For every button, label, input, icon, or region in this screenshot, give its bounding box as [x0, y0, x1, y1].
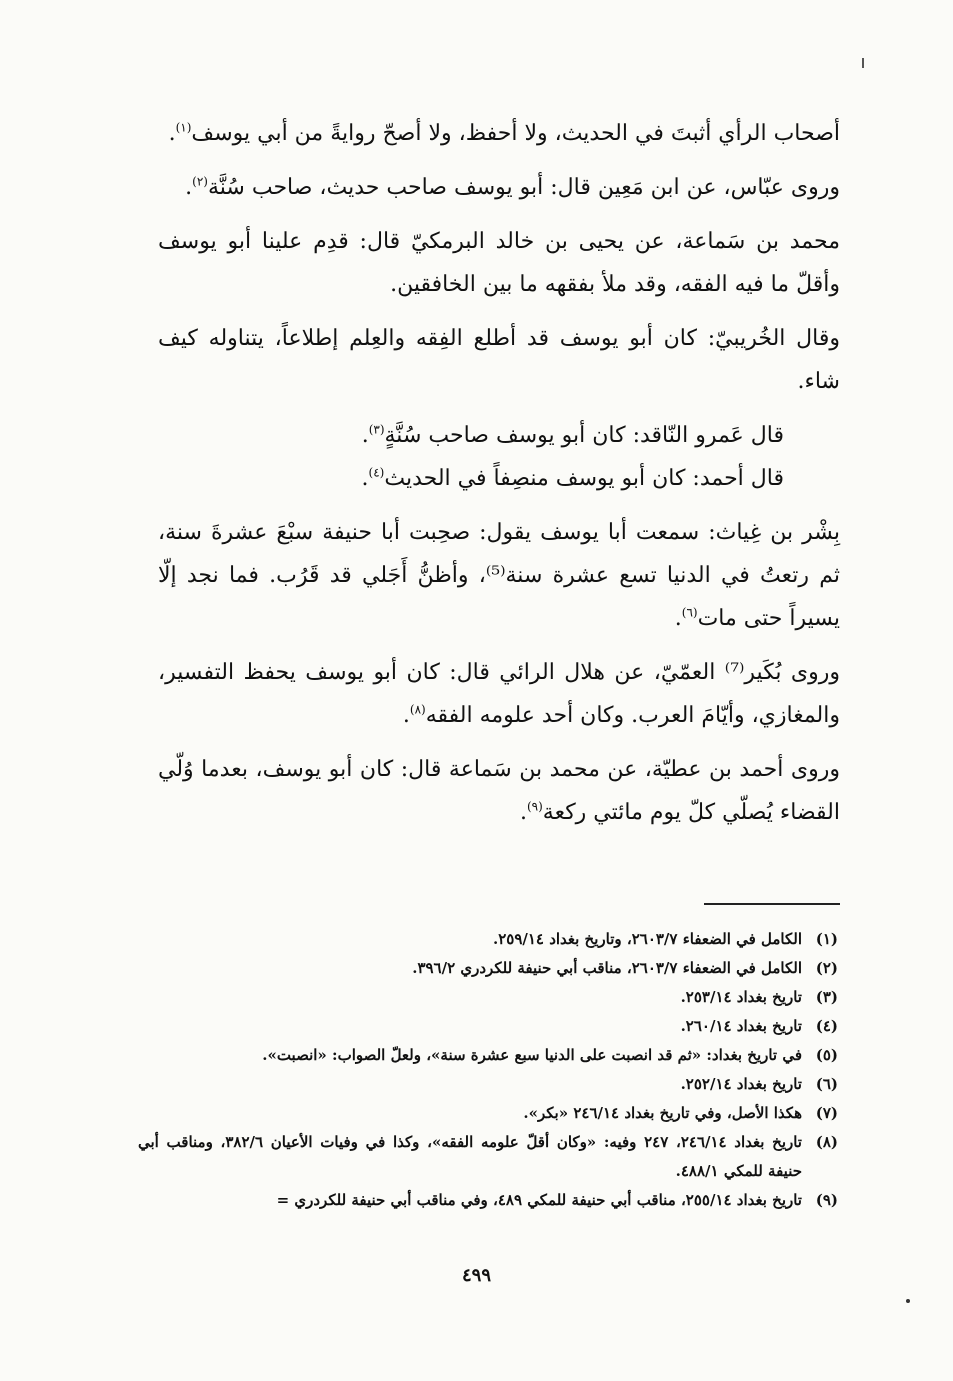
paragraph: قال عَمرو النّاقد: كان أبو يوسف صاحب سُنَّةٍ$^{(٣)}$. — [361, 422, 784, 448]
footnote-number: (٦) — [815, 1075, 838, 1093]
paragraph: وقال الخُريبيّ: كان أبو يوسف قد أطلع الفِقه والعِلم إطلاعاً، يتناوله كيف شاء. — [158, 326, 840, 394]
footnote-number: (٢) — [815, 959, 838, 977]
scan-dot — [906, 1299, 910, 1303]
footnote-text: تاريخ بغداد ٢٥٢/١٤. — [680, 1075, 802, 1093]
paragraph: وروى عبّاس، عن ابن مَعِين قال: أبو يوسف صاحب حديث، صاحب سُنَّة$^{(٢)}$. — [185, 174, 840, 200]
footnote — [138, 1012, 838, 1041]
footnote-number: (٨) — [815, 1133, 838, 1151]
footnote-text: تاريخ بغداد ٢٥٣/١٤. — [680, 988, 802, 1006]
footnote-number: (٧) — [815, 1104, 838, 1122]
footnote-ref[interactable]: (٢) — [192, 174, 208, 189]
footnote — [138, 983, 838, 1012]
footnotes — [138, 925, 838, 1215]
footnote-ref[interactable]: (٣) — [368, 422, 385, 437]
footnote-text: الكامل في الضعفاء ٢٦٠٣/٧، وتاريخ بغداد ٢٥٩/١٤. — [492, 930, 802, 948]
paragraph: أصحاب الرأي أثبتَ في الحديث، ولا أحفظ، ولا أصحّ روايةً من أبي يوسف$^{(١)}$. — [168, 120, 840, 146]
footnote-number: (٤) — [815, 1017, 838, 1035]
footnote-number: (٣) — [815, 988, 838, 1006]
footnote-text: تاريخ بغداد ٢٥٥/١٤، مناقب أبي حنيفة للمكي ٤٨٩، وفي مناقب أبي حنيفة للكردري = — [276, 1191, 802, 1209]
footnote — [138, 1186, 838, 1215]
page-number: ٤٩٩ — [461, 1265, 491, 1286]
footnote — [138, 1041, 838, 1070]
footnote-text: في تاريخ بغداد: «ثم قد انصبت على الدنيا سبع عشرة سنة»، ولعلّ الصواب: «انصبت». — [262, 1046, 802, 1064]
footnote-text: هكذا الأصل، وفي تاريخ بغداد ٢٤٦/١٤ «بكر». — [523, 1104, 802, 1122]
footnote-ref[interactable]: (٩) — [526, 799, 543, 814]
footnote-number: (٥) — [815, 1046, 838, 1064]
footnote — [138, 1099, 838, 1128]
footnote-ref[interactable]: (٦) — [681, 605, 698, 620]
paragraph: محمد بن سَماعة، عن يحيى بن خالد البرمكيّ قال: قدِم علينا أبو يوسف وأقلّ ما فيه الفقه، وقد ملأ بفقهه ما بين الخافقين. — [158, 229, 840, 297]
paragraph: بِشْر بن غِياث: سمعت أبا يوسف يقول: صحِبت أبا حنيفة سبْعَ عشرةَ سنة، ثم رتعتُ في الدنيا تسع عشرة سنة⁽⁵⁾، وأظنُّ أَجَلي قد قَرُب. فما نجد إلّا يسيراً حتى مات$^{(٦)}$. — [158, 520, 840, 631]
footnote-ref[interactable]: (١) — [175, 120, 192, 135]
paragraph: قال أحمد: كان أبو يوسف منصِفاً في الحديث$^{(٤)}$. — [361, 465, 784, 491]
footnote — [138, 954, 838, 983]
footnote — [138, 1128, 838, 1186]
footnote-text: الكامل في الضعفاء ٢٦٠٣/٧، مناقب أبي حنيفة للكردري ٣٩٦/٢. — [412, 959, 802, 977]
paragraph: وروى بُكَير⁽⁷⁾ العمّيّ، عن هلال الرائي قال: كان أبو يوسف يحفظ التفسير، والمغازي، وأيّامَ العرب. وكان أحد علومه الفقه$^{(٨)}$. — [158, 660, 841, 728]
footnote-text: تاريخ بغداد ٢٦٠/١٤. — [680, 1017, 802, 1035]
scan-mark — [862, 58, 864, 68]
main-text — [158, 112, 840, 845]
footnote-number: (٩) — [815, 1191, 838, 1209]
footnote-number: (١) — [815, 930, 838, 948]
footnote-ref[interactable]: (٨) — [409, 702, 426, 717]
footnote-ref[interactable]: (٤) — [368, 465, 385, 480]
paragraph: وروى أحمد بن عطيّة، عن محمد بن سَماعة قال: كان أبو يوسف، بعدما وُلّي القضاء يُصلّي كلّ يوم مائتي ركعة$^{(٩)}$. — [158, 757, 840, 825]
footnote — [138, 1070, 838, 1099]
footnote-separator — [704, 903, 840, 905]
footnote — [138, 925, 838, 954]
footnote-text: تاريخ بغداد ٢٤٦/١٤، ٢٤٧ وفيه: «وكان أقلّ علومه الفقه»، وكذا في وفيات الأعيان ٣٨٢/٦، ومناقب أبي حنيفة للمكي ٤٨٨/١. — [138, 1133, 802, 1180]
